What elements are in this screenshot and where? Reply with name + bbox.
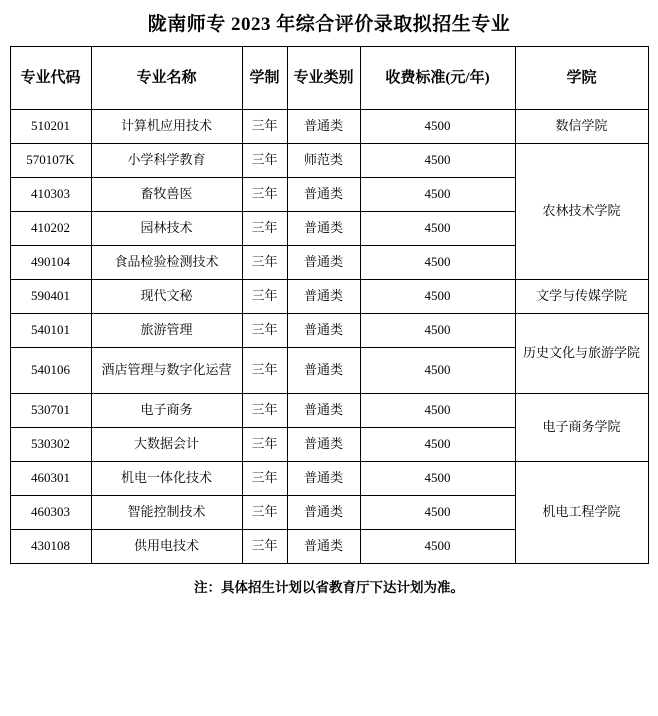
cell-study-length: 三年 — [242, 394, 287, 428]
cell-major-code: 530701 — [10, 394, 91, 428]
cell-study-length: 三年 — [242, 462, 287, 496]
cell-major-type: 普通类 — [287, 314, 360, 348]
cell-major-name: 机电一体化技术 — [91, 462, 242, 496]
cell-fee: 4500 — [360, 462, 515, 496]
cell-major-name: 现代文秘 — [91, 280, 242, 314]
cell-college: 农林技术学院 — [515, 144, 648, 280]
column-header-name: 专业名称 — [91, 47, 242, 110]
table-row — [10, 314, 648, 348]
table-header — [10, 47, 648, 110]
cell-major-code: 540101 — [10, 314, 91, 348]
table-header-row — [10, 47, 648, 110]
cell-major-code: 460301 — [10, 462, 91, 496]
cell-study-length: 三年 — [242, 144, 287, 178]
table-body — [10, 110, 648, 564]
cell-major-type: 普通类 — [287, 428, 360, 462]
column-header-code: 专业代码 — [10, 47, 91, 110]
cell-study-length: 三年 — [242, 496, 287, 530]
cell-major-code: 410303 — [10, 178, 91, 212]
cell-major-code: 460303 — [10, 496, 91, 530]
cell-fee: 4500 — [360, 178, 515, 212]
cell-fee: 4500 — [360, 394, 515, 428]
cell-study-length: 三年 — [242, 212, 287, 246]
column-header-fee: 收费标准(元/年) — [360, 47, 515, 110]
cell-major-name: 小学科学教育 — [91, 144, 242, 178]
cell-major-code: 510201 — [10, 110, 91, 144]
cell-major-name: 计算机应用技术 — [91, 110, 242, 144]
cell-major-type: 普通类 — [287, 280, 360, 314]
cell-major-name: 畜牧兽医 — [91, 178, 242, 212]
cell-major-type: 普通类 — [287, 348, 360, 394]
cell-major-name: 酒店管理与数字化运营 — [91, 348, 242, 394]
cell-fee: 4500 — [360, 314, 515, 348]
table-row — [10, 394, 648, 428]
table-row — [10, 280, 648, 314]
cell-major-code: 430108 — [10, 530, 91, 564]
cell-major-name: 大数据会计 — [91, 428, 242, 462]
cell-major-type: 普通类 — [287, 496, 360, 530]
cell-major-type: 普通类 — [287, 212, 360, 246]
cell-major-type: 普通类 — [287, 178, 360, 212]
cell-fee: 4500 — [360, 246, 515, 280]
cell-major-code: 530302 — [10, 428, 91, 462]
cell-major-name: 园林技术 — [91, 212, 242, 246]
page-title: 陇南师专 2023 年综合评价录取拟招生专业 — [147, 14, 511, 35]
cell-major-code: 540106 — [10, 348, 91, 394]
majors-table — [10, 46, 649, 564]
column-header-length: 学制 — [242, 47, 287, 110]
cell-fee: 4500 — [360, 280, 515, 314]
cell-college: 机电工程学院 — [515, 462, 648, 564]
cell-study-length: 三年 — [242, 530, 287, 564]
cell-fee: 4500 — [360, 496, 515, 530]
cell-major-name: 旅游管理 — [91, 314, 242, 348]
cell-fee: 4500 — [360, 428, 515, 462]
cell-major-type: 普通类 — [287, 530, 360, 564]
cell-major-code: 490104 — [10, 246, 91, 280]
column-header-type: 专业类别 — [287, 47, 360, 110]
cell-fee: 4500 — [360, 348, 515, 394]
cell-major-name: 智能控制技术 — [91, 496, 242, 530]
table-row — [10, 144, 648, 178]
cell-major-code: 570107K — [10, 144, 91, 178]
cell-major-type: 师范类 — [287, 144, 360, 178]
column-header-college: 学院 — [515, 47, 648, 110]
cell-study-length: 三年 — [242, 110, 287, 144]
table-row — [10, 110, 648, 144]
cell-college: 电子商务学院 — [515, 394, 648, 462]
cell-major-type: 普通类 — [287, 462, 360, 496]
cell-study-length: 三年 — [242, 348, 287, 394]
cell-study-length: 三年 — [242, 280, 287, 314]
cell-college: 历史文化与旅游学院 — [515, 314, 648, 394]
cell-major-type: 普通类 — [287, 246, 360, 280]
cell-major-type: 普通类 — [287, 110, 360, 144]
cell-study-length: 三年 — [242, 178, 287, 212]
cell-college: 文学与传媒学院 — [515, 280, 648, 314]
cell-fee: 4500 — [360, 530, 515, 564]
cell-major-code: 590401 — [10, 280, 91, 314]
cell-study-length: 三年 — [242, 246, 287, 280]
cell-study-length: 三年 — [242, 428, 287, 462]
cell-college: 数信学院 — [515, 110, 648, 144]
cell-fee: 4500 — [360, 110, 515, 144]
table-row — [10, 462, 648, 496]
cell-fee: 4500 — [360, 212, 515, 246]
cell-major-name: 电子商务 — [91, 394, 242, 428]
cell-major-code: 410202 — [10, 212, 91, 246]
cell-fee: 4500 — [360, 144, 515, 178]
footer-note: 注：具体招生计划以省教育厅下达计划为准。 — [194, 580, 464, 595]
cell-major-name: 食品检验检测技术 — [91, 246, 242, 280]
cell-major-name: 供用电技术 — [91, 530, 242, 564]
cell-major-type: 普通类 — [287, 394, 360, 428]
cell-study-length: 三年 — [242, 314, 287, 348]
